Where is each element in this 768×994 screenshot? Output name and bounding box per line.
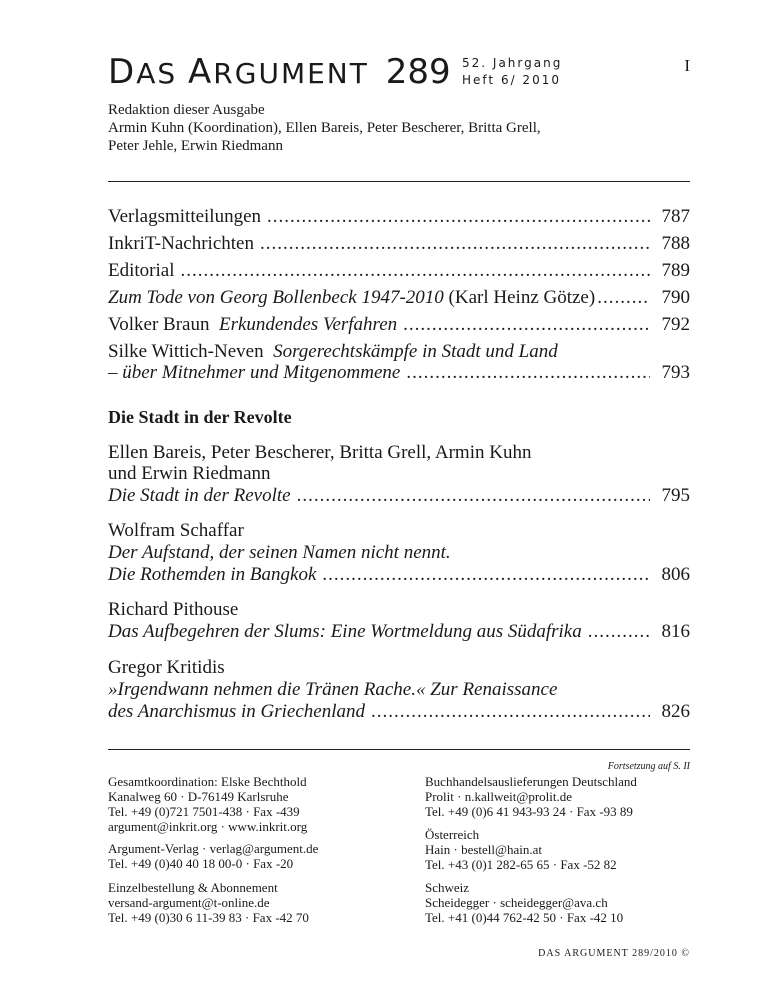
toc-entry[interactable] <box>108 232 690 255</box>
toc-title: Editorial <box>108 260 175 281</box>
toc-title: InkriT-Nachrichten <box>108 233 254 254</box>
toc-entry[interactable] <box>108 620 690 643</box>
dot-leader <box>322 563 650 586</box>
toc-entry[interactable] <box>108 259 690 282</box>
toc-author: (Karl Heinz Götze) <box>448 287 596 308</box>
dot-leader <box>297 484 650 507</box>
contact-line: Tel. +49 (0)6 41 943-93 24 · Fax -93 89 <box>425 804 633 819</box>
title-letter: D <box>108 52 137 92</box>
toc-page: 806 <box>661 564 690 585</box>
dot-leader <box>406 361 650 384</box>
continued-note: Fortsetzung auf S. II <box>607 761 690 772</box>
toc-authors: Ellen Bareis, Peter Bescherer, Britta Grell, Armin Kuhn <box>108 442 532 463</box>
contact-line: Kanalweg 60 · D-76149 Karlsruhe <box>108 789 289 804</box>
toc-entry[interactable] <box>108 484 690 507</box>
toc-title: Die Rothemden in Bangkok <box>108 564 317 585</box>
title-letters: RGUMENT <box>213 57 369 90</box>
contact-line: Tel. +49 (0)30 6 11-39 83 · Fax -42 70 <box>108 910 309 925</box>
contact-line: Österreich <box>425 827 480 842</box>
contact-line: Argument-Verlag · verlag@argument.de <box>108 841 319 856</box>
toc-title: Erkundendes Verfahren <box>219 314 398 335</box>
contact-line: Tel. +49 (0)721 7501-438 · Fax -439 <box>108 804 300 819</box>
dot-leader <box>260 232 650 255</box>
toc-title: des Anarchismus in Griechenland <box>108 701 366 722</box>
toc-title: Die Stadt in der Revolte <box>108 485 291 506</box>
contact-line: Prolit · n.kallweit@prolit.de <box>425 789 573 804</box>
toc-entry[interactable] <box>108 286 690 309</box>
toc-entry[interactable] <box>108 700 690 723</box>
contact-line: Schweiz <box>425 880 470 895</box>
editors-line: Peter Jehle, Erwin Riedmann <box>108 138 283 154</box>
divider <box>108 749 690 750</box>
copyright-line: DAS ARGUMENT 289/2010 © <box>538 948 690 959</box>
title-letters: AS <box>136 57 178 90</box>
toc-page: 793 <box>661 362 690 383</box>
dot-leader <box>588 620 650 643</box>
toc-title: Zum Tode von Georg Bollenbeck 1947-2010 <box>108 287 444 308</box>
contact-block <box>108 841 318 871</box>
toc-page: 792 <box>661 314 690 335</box>
toc-authors: und Erwin Riedmann <box>108 463 271 484</box>
section-heading: Die Stadt in der Revolte <box>108 407 292 427</box>
dot-leader <box>403 313 650 336</box>
divider <box>108 181 690 182</box>
contact-line: Einzelbestellung & Abonnement <box>108 880 278 895</box>
toc-authors: Richard Pithouse <box>108 599 239 620</box>
toc-author: Silke Wittich-Neven <box>108 341 264 362</box>
contact-line: versand-argument@t-online.de <box>108 895 270 910</box>
toc-entry[interactable] <box>108 205 690 228</box>
contact-block <box>425 827 617 872</box>
contact-line: Buchhandelsauslieferungen Deutschland <box>425 774 637 789</box>
toc-page: 789 <box>661 260 690 281</box>
issue-number: 289 <box>385 52 451 92</box>
editors-line: Armin Kuhn (Koordination), Ellen Bareis, Peter Bescherer, Britta Grell, <box>108 120 541 136</box>
volume-label: 52. Jahrgang <box>462 56 563 70</box>
contact-block <box>108 774 307 834</box>
contact-block <box>425 880 623 925</box>
toc-page: 790 <box>661 287 690 308</box>
toc-title: Sorgerechtskämpfe in Stadt und Land <box>273 341 558 362</box>
title-letter: A <box>188 52 214 92</box>
contact-line: Gesamtkoordination: Elske Bechthold <box>108 774 307 789</box>
toc-authors: Wolfram Schaffar <box>108 520 244 541</box>
contact-block <box>425 774 637 819</box>
dot-leader <box>597 286 650 309</box>
issue-label: Heft 6/ 2010 <box>462 73 561 87</box>
contact-line: Scheidegger · scheidegger@ava.ch <box>425 895 608 910</box>
toc-title: Das Aufbegehren der Slums: Eine Wortmeldung aus Südafrika <box>108 621 582 642</box>
contact-line: Hain · bestell@hain.at <box>425 842 543 857</box>
dot-leader <box>267 205 650 228</box>
toc-title: »Irgendwann nehmen die Tränen Rache.« Zur Renaissance <box>108 679 558 700</box>
contact-line: argument@inkrit.org · www.inkrit.org <box>108 819 308 834</box>
contact-line: Tel. +43 (0)1 282-65 65 · Fax -52 82 <box>425 857 617 872</box>
toc-entry[interactable] <box>108 313 690 336</box>
contact-block <box>108 880 309 925</box>
dot-leader <box>371 700 650 723</box>
toc-page: 816 <box>661 621 690 642</box>
toc-page: 787 <box>661 206 690 227</box>
magazine-title <box>108 52 451 92</box>
toc-page: 826 <box>661 701 690 722</box>
dot-leader <box>180 259 650 282</box>
toc-entry[interactable] <box>108 563 690 586</box>
editors-label: Redaktion dieser Ausgabe <box>108 102 265 118</box>
toc-entry[interactable] <box>108 361 690 384</box>
toc-author: Volker Braun <box>108 314 210 335</box>
contact-line: Tel. +49 (0)40 40 18 00-0 · Fax -20 <box>108 856 294 871</box>
toc-title: – über Mitnehmer und Mitgenommene <box>108 362 401 383</box>
toc-title: Der Aufstand, der seinen Namen nicht nennt. <box>108 542 451 563</box>
toc-page: 788 <box>661 233 690 254</box>
issue-info <box>462 55 562 89</box>
toc-page: 795 <box>661 485 690 506</box>
toc-title: Verlagsmitteilungen <box>108 206 262 227</box>
page-number: I <box>684 56 690 75</box>
toc-entry-heading[interactable] <box>108 340 558 363</box>
contact-line: Tel. +41 (0)44 762-42 50 · Fax -42 10 <box>425 910 624 925</box>
toc-authors: Gregor Kritidis <box>108 657 225 678</box>
editorial-board <box>108 101 698 155</box>
